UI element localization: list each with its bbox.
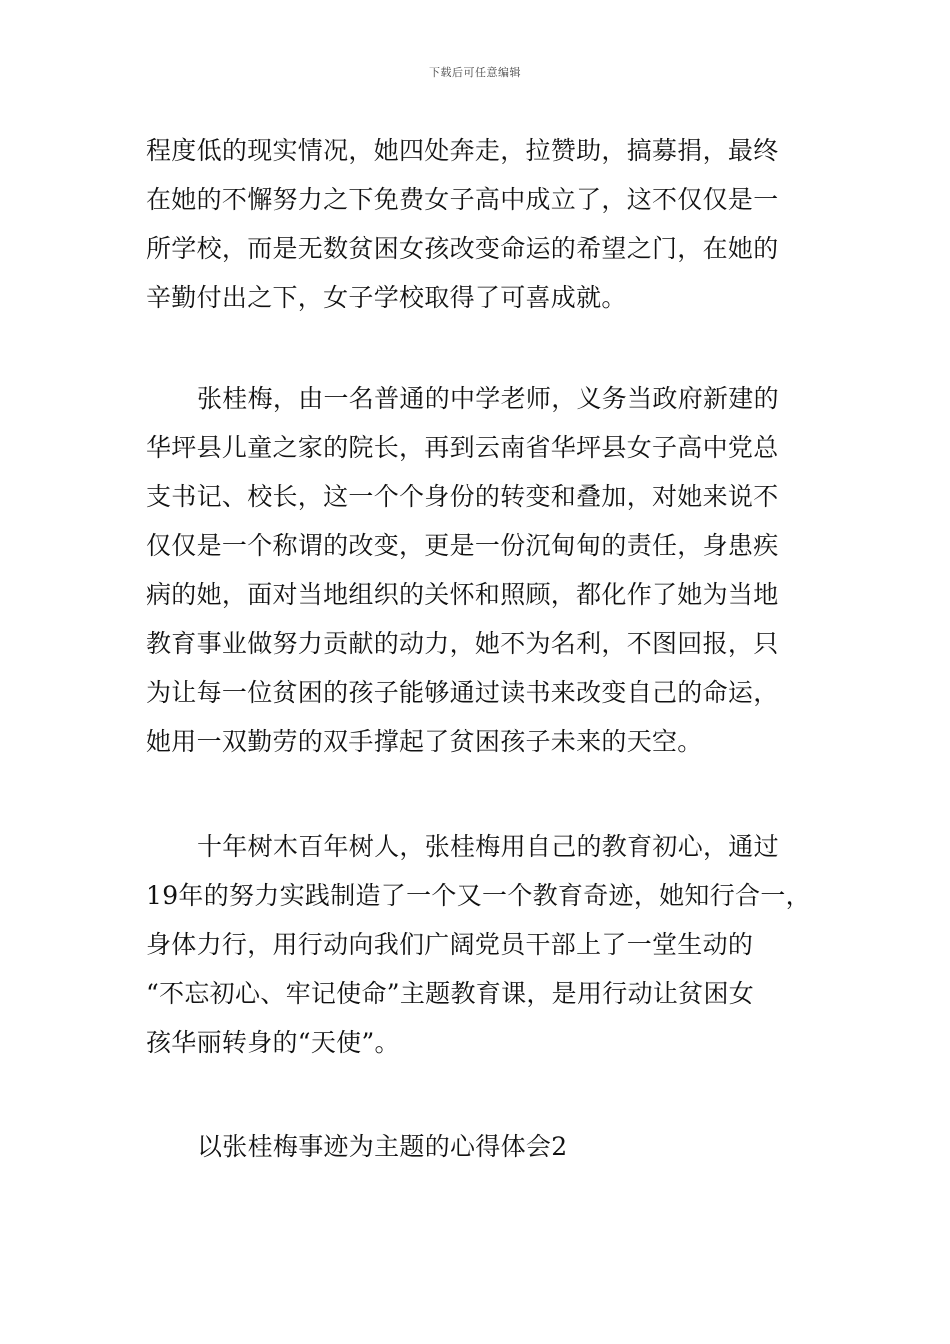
text-line: 辛勤付出之下，女子学校取得了可喜成就。 <box>146 283 627 312</box>
text-line: 以张桂梅事迹为主题的心得体会2 <box>197 1132 568 1161</box>
page-header-note: 下载后可任意编辑 <box>429 66 521 79</box>
text-line: 支书记、校长，这一个个身份的转变和叠加，对她来说不 <box>146 482 779 511</box>
text-line: 病的她，面对当地组织的关怀和照顾，都化作了她为当地 <box>146 580 779 609</box>
text-line: 为让每一位贫困的孩子能够通过读书来改变自己的命运， <box>146 678 779 707</box>
paragraph <box>146 822 816 1067</box>
text-line: 在她的不懈努力之下免费女子高中成立了，这不仅仅是一 <box>146 185 779 214</box>
text-line: “不忘初心、牢记使命”主题教育课，是用行动让贫困女 <box>146 979 755 1008</box>
text-line: 她用一双勤劳的双手撑起了贫困孩子未来的天空。 <box>146 727 703 756</box>
section-heading <box>146 1122 816 1171</box>
text-line: 十年树木百年树人，张桂梅用自己的教育初心，通过 <box>197 832 779 861</box>
text-line: 张桂梅，由一名普通的中学老师，义务当政府新建的 <box>197 384 779 413</box>
paragraph <box>146 374 816 766</box>
text-line: 身体力行，用行动向我们广阔党员干部上了一堂生动的 <box>146 930 754 959</box>
text-line: 仅仅是一个称谓的改变，更是一份沉甸甸的责任，身患疾 <box>146 531 779 560</box>
text-line: 19年的努力实践制造了一个又一个教育奇迹，她知行合一， <box>146 881 811 910</box>
text-line: 程度低的现实情况，她四处奔走，拉赞助，搞募捐，最终 <box>146 136 779 165</box>
text-line: 所学校，而是无数贫困女孩改变命运的希望之门，在她的 <box>146 234 779 263</box>
paragraph <box>146 126 816 322</box>
text-line: 教育事业做努力贡献的动力，她不为名利，不图回报，只 <box>146 629 779 658</box>
text-line: 孩华丽转身的“天使”。 <box>146 1028 400 1057</box>
text-line: 华坪县儿童之家的院长，再到云南省华坪县女子高中党总 <box>146 433 779 462</box>
